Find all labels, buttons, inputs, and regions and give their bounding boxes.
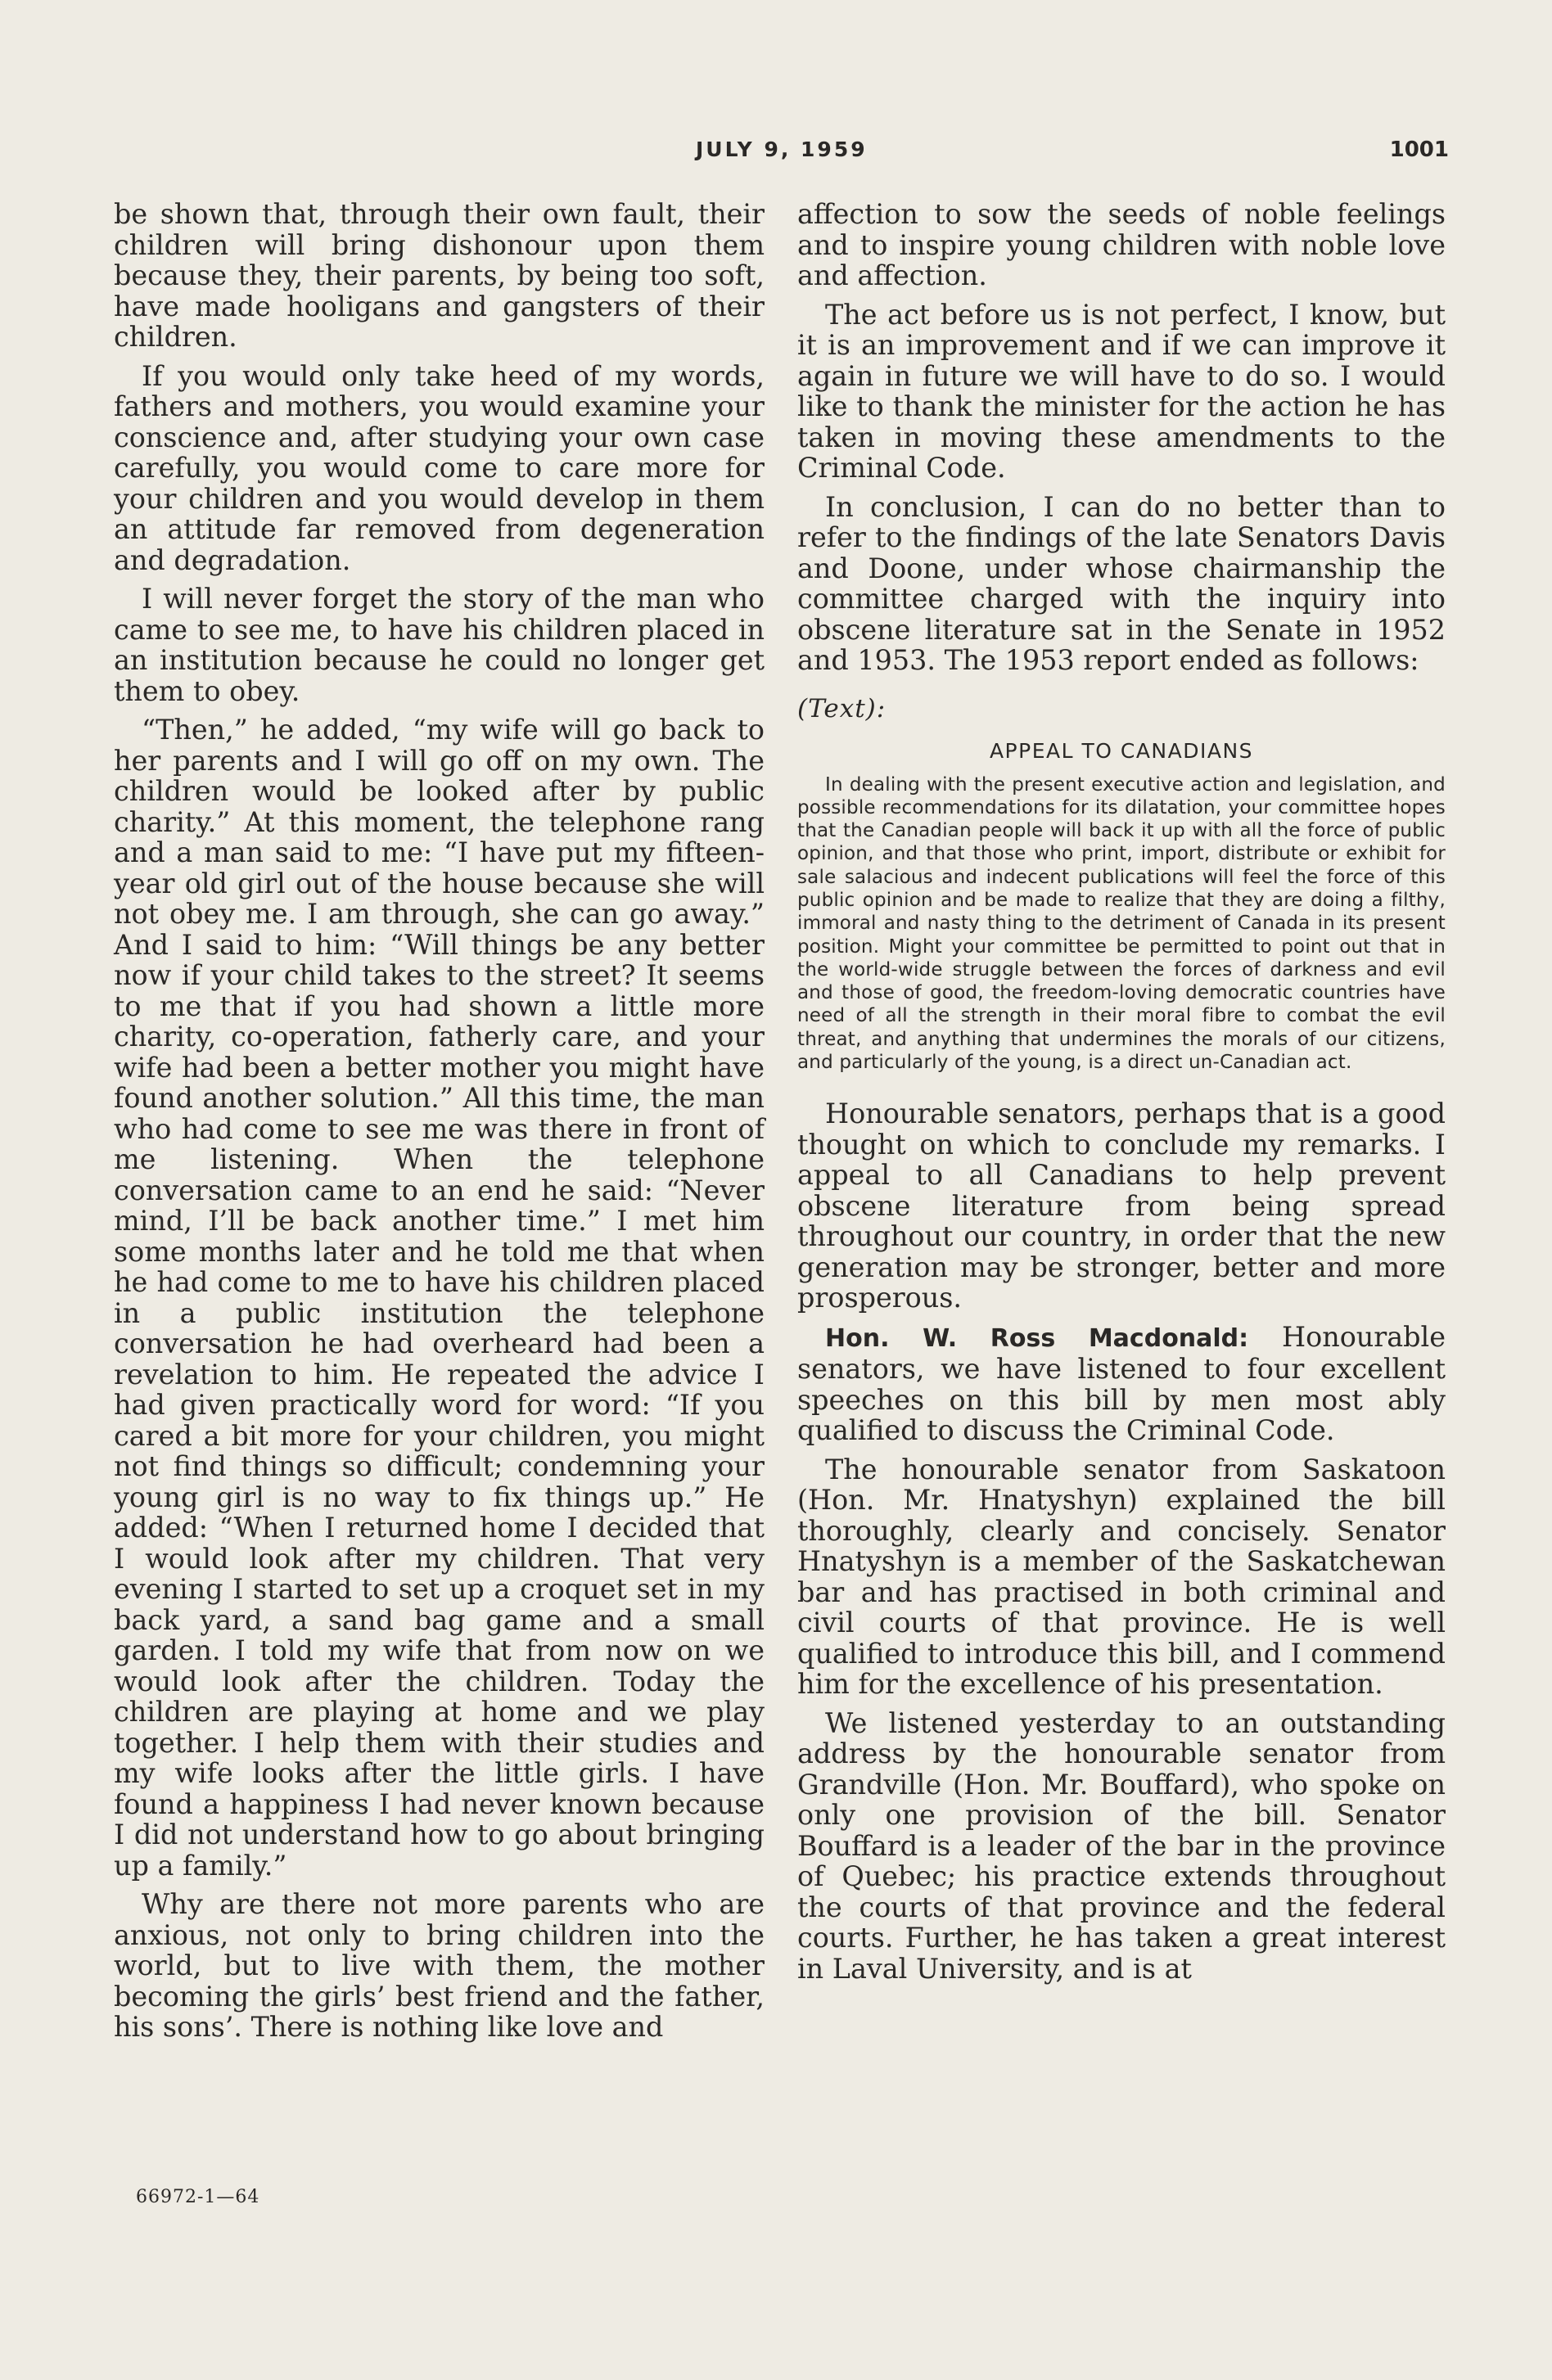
- paragraph: Honourable senators, perhaps that is a good thought on which to conclude my remarks. I appeal to all Canadians to help prevent obscene literature from being spread throughout our country, in order that the new generation may be stronger, better and more prosperous.: [797, 1098, 1446, 1314]
- appeal-quote: In dealing with the present executive action and legislation, and possible recommendations for its dilatation, your committee hopes that the Canadian people will back it up with all the force of public opinion, and that those who print, import, distribute or exhibit for sale salacious and indecent publications will feel the force of this public opinion and be made to realize that they are doing a filthy, immoral and nasty thing to the detriment of Canada in its present position. Might your committee be permitted to point out that in the world-wide struggle between the forces of darkness and evil and those of good, the freedom-loving democratic countries have need of all the strength in their moral fibre to combat the evil threat, and anything that undermines the morals of our citizens, and particularly of the young, is a direct un-Canadian act.: [797, 773, 1446, 1074]
- paragraph: In conclusion, I can do no better than to refer to the findings of the late Senators Davis and Doone, under whose chairmanship the committee charged with the inquiry into obscene literature sat in the Senate in 1952 and 1953. The 1953 report ended as follows:: [797, 490, 1446, 676]
- header-date: JULY 9, 1959: [696, 137, 868, 161]
- right-column: [797, 199, 1446, 1992]
- speaker-paragraph: [797, 1322, 1446, 1446]
- page-header: [115, 137, 1449, 170]
- speaker-text: Honourable senators, we have listened to four excellent speeches on this bill by men most ably qualified to discuss the Criminal Code.: [797, 1320, 1446, 1447]
- speaker-name: Hon. W. Ross Macdonald:: [825, 1323, 1249, 1353]
- appeal-title: APPEAL TO CANADIANS: [989, 739, 1254, 763]
- text-label: (Text):: [797, 693, 887, 723]
- printer-signature: 66972-1—64: [136, 2187, 260, 2207]
- paragraph: Why are there not more parents who are anxious, not only to bring children into the world, but to live with them, the mother becoming the girls’ best friend and the father, his sons’. There is nothing like love and: [114, 1888, 765, 2043]
- paragraph: The honourable senator from Saskatoon (Hon. Mr. Hnatyshyn) explained the bill thoroughly, clearly and concisely. Senator Hnatyshyn is a member of the Saskatchewan bar and has practised in both criminal and civil courts of that province. He is well qualified to introduce this bill, and I commend him for the excellence of his presentation.: [797, 1453, 1446, 1701]
- paragraph: affection to sow the seeds of noble feelings and to inspire young children with noble love and affection.: [797, 198, 1446, 291]
- page-number: 1001: [1389, 137, 1449, 162]
- paragraph: “Then,” he added, “my wife will go back to her parents and I will go off on my own. The children would be looked after by public charity.” At this moment, the telephone rang and a man said to me: “I have put my fifteen-year old girl out of the house because she will not obey me. I am through, she can go away.” And I said to him: “Will things be any better now if your child takes to the street? It seems to me that if you had shown a little more charity, co-operation, fatherly care, and your wife had been a better mother you might have found another solution.” All this time, the man who had come to see me was there in front of me listening. When the telephone conversation came to an end he said: “Never mind, I’ll be back another time.” I met him some months later and he told me that when he had come to me to have his children placed in a public institution the telephone conversation he had overheard had been a revelation to him. He repeated the advice I had given practically word for word: “If you cared a bit more for your children, you might not find things so difficult; condemning your young girl is no way to fix things up.” He added: “When I returned home I decided that I would look after my children. That very evening I started to set up a croquet set in my back yard, a sand bag game and a small garden. I told my wife that from now on we would look after the children. Today the children are playing at home and we play together. I help them with their studies and my wife looks after the little girls. I have found a happiness I had never known because I did not understand how to go about bringing up a family.”: [114, 714, 765, 1882]
- left-column: [114, 199, 765, 2051]
- paragraph: We listened yesterday to an outstanding address by the honourable senator from Grandville (Hon. Mr. Bouffard), who spoke on only one provision of the bill. Senator Bouffard is a leader of the bar in the province of Quebec; his practice extends throughout the courts of that province and the federal courts. Further, he has taken a great interest in Laval University, and is at: [797, 1706, 1446, 1985]
- paragraph: I will never forget the story of the man who came to see me, to have his children placed in an institution because he could no longer get them to obey.: [114, 583, 765, 707]
- paragraph: be shown that, through their own fault, their children will bring dishonour upon them because they, their parents, by being too soft, have made hooligans and gangsters of their children.: [114, 198, 765, 353]
- paragraph: If you would only take heed of my words, fathers and mothers, you would examine your conscience and, after studying your own case carefully, you would come to care more for your children and you would develop in them an attitude far removed from degeneration and degradation.: [114, 359, 765, 576]
- paragraph: The act before us is not perfect, I know, but it is an improvement and if we can improve it again in future we will have to do so. I would like to thank the minister for the action he has taken in moving these amendments to the Criminal Code.: [797, 298, 1446, 484]
